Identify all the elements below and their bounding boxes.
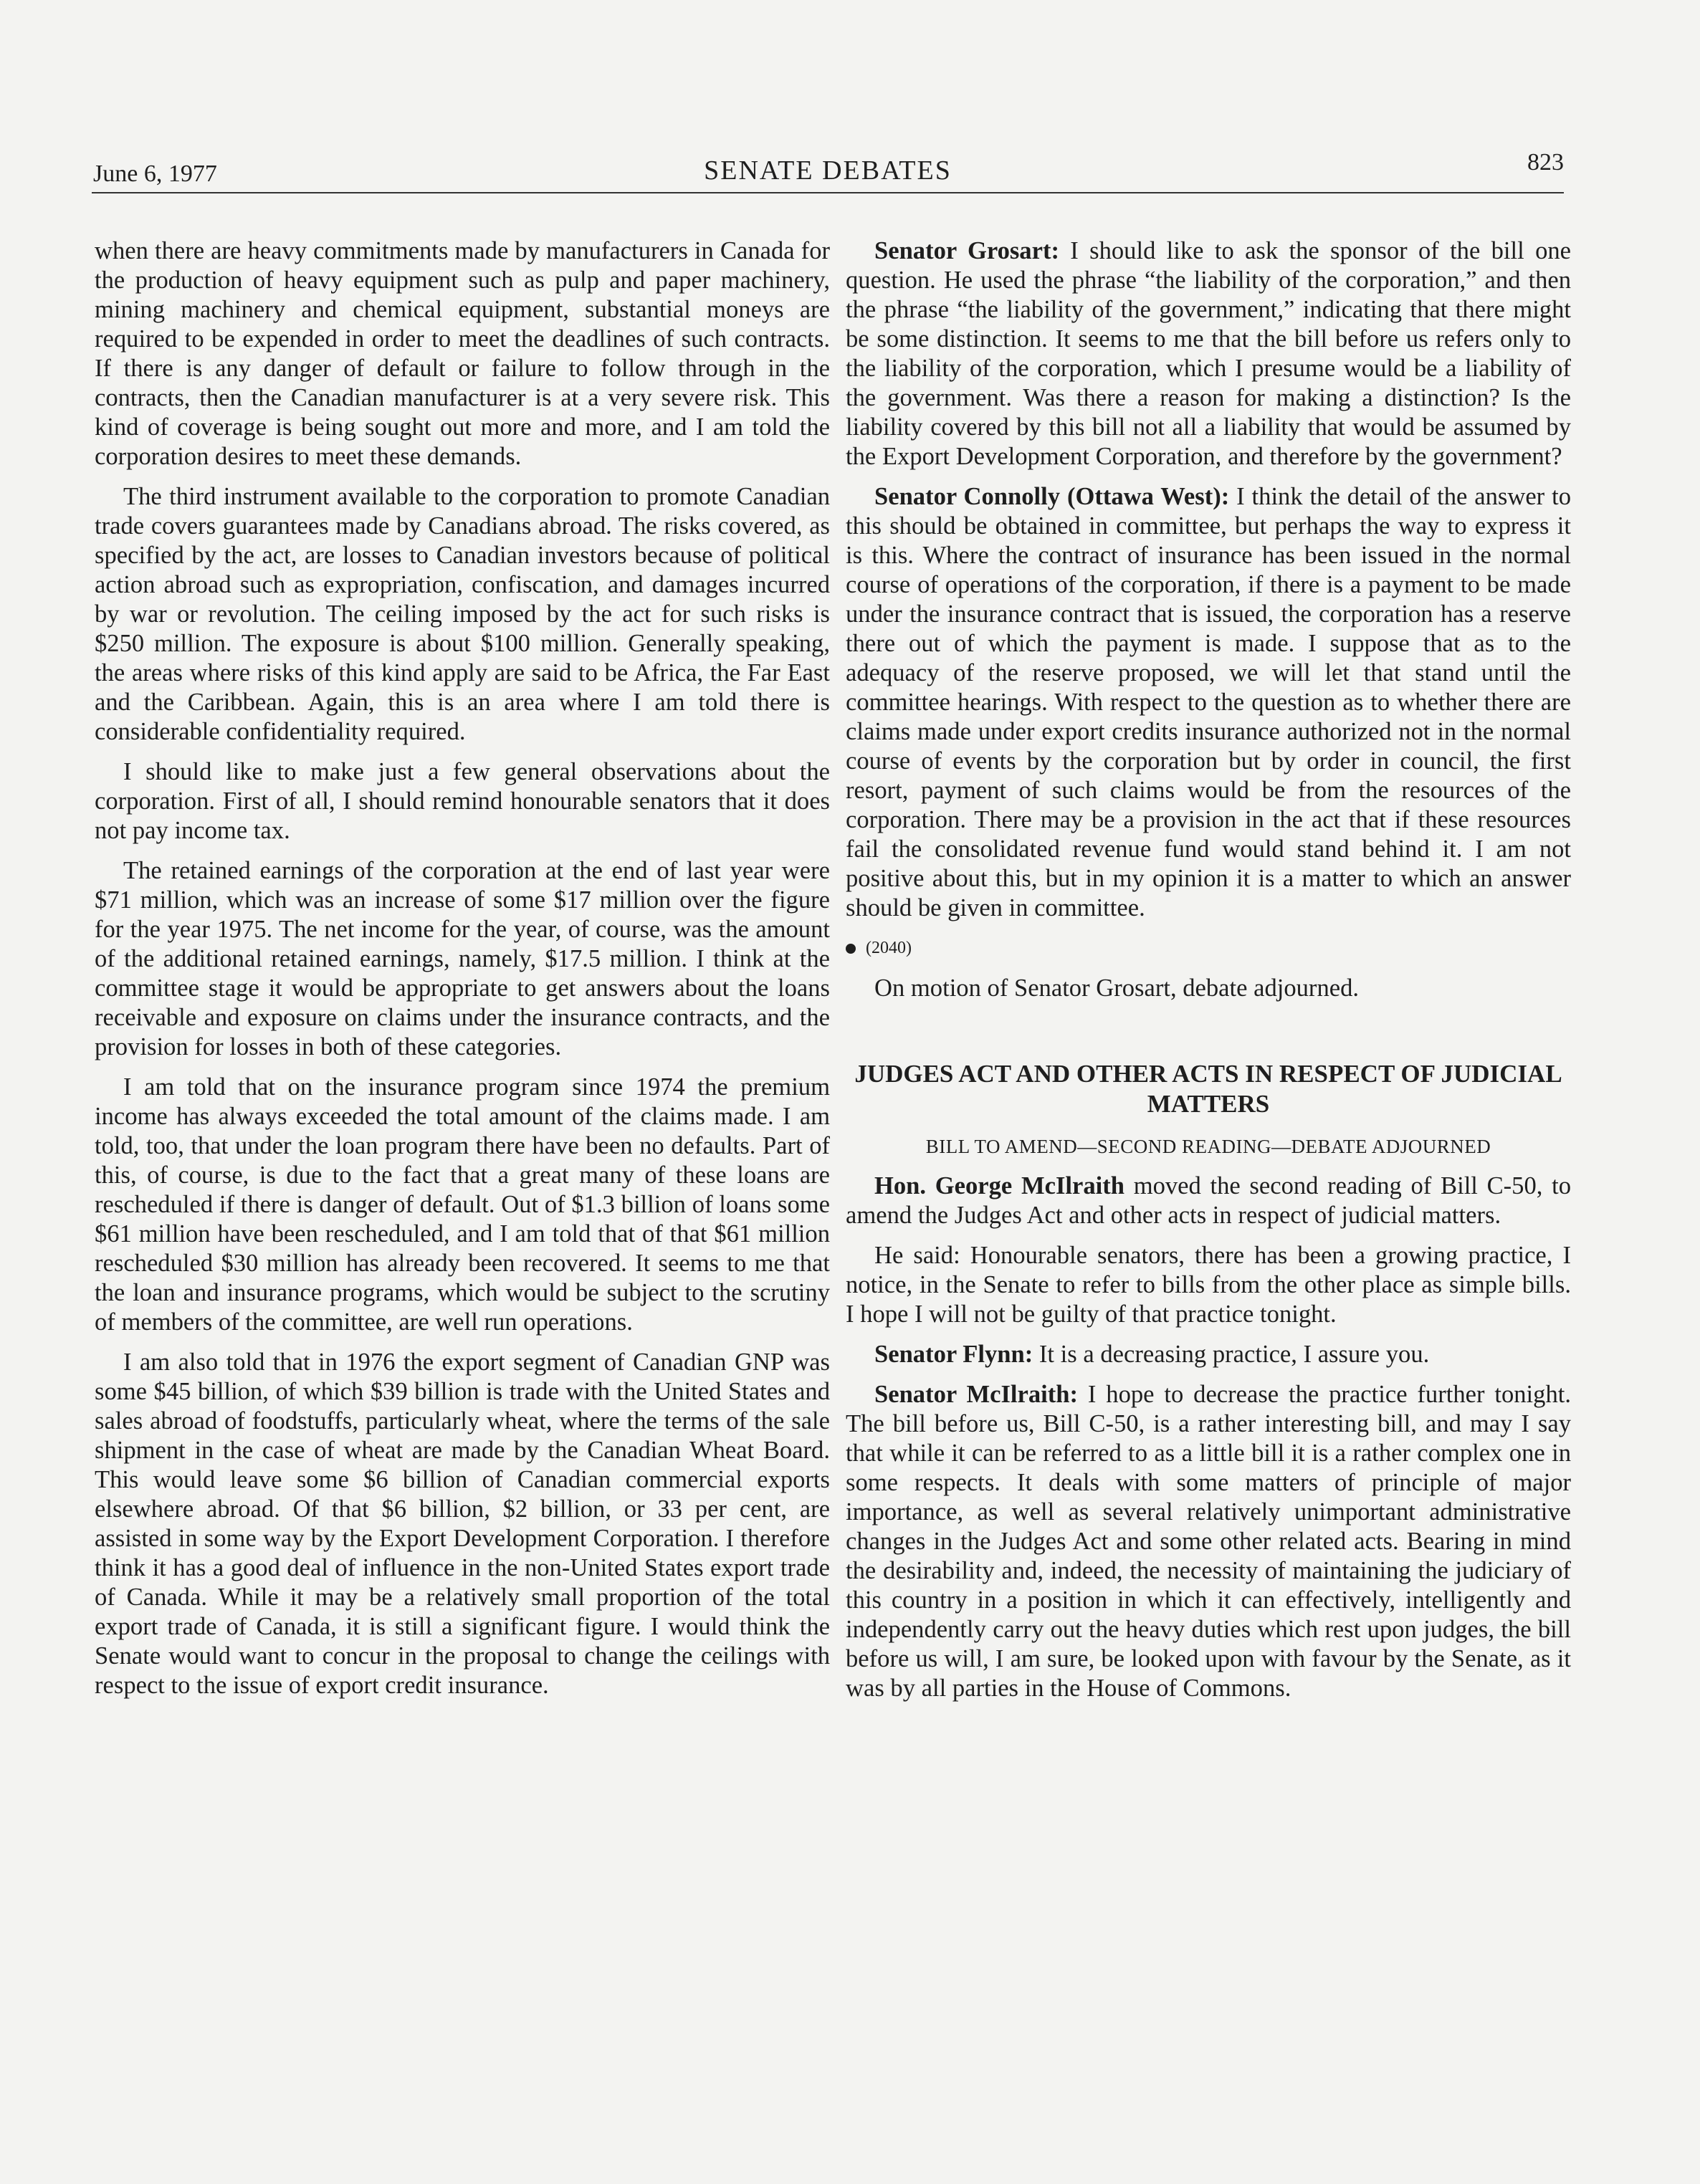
bullet-icon xyxy=(846,944,856,954)
page-header xyxy=(92,148,1564,193)
time-marker xyxy=(846,934,1571,963)
speech-text: I should like to ask the sponsor of the bill one question. He used the phrase “the liability of the corporation,” and then the phrase “the liability of the government,” indicating that there might be some distinction. It seems to me that the bill before us refers only to the liability of the corporation, which I presume would be a liability of the government. Was there a reason for making a distinction? Is the liability covered by this bill not all a liability that would be assumed by the Export Development Corporation, and therefore by the government? xyxy=(846,237,1571,470)
right-column xyxy=(846,236,1571,1714)
speaker-name: Senator McIlraith: xyxy=(874,1381,1079,1408)
speech-mcilraith-motion xyxy=(846,1172,1571,1230)
speech-text: It is a decreasing practice, I assure you. xyxy=(1033,1341,1430,1368)
speaker-name: Senator Connolly (Ottawa West): xyxy=(874,483,1230,510)
speech-text: moved the second reading of Bill C-50, to amend the Judges Act and other acts in respect of judicial matters. xyxy=(846,1172,1571,1229)
speech-text: I think the detail of the answer to this should be obtained in committee, but perhaps the way to express it is this. Where the contract of insurance has been issued in the normal course of operations of the corporation, if there is a payment to be made under the insurance contract that is issued, the corporation has a reserve there out of which the payment is made. I suppose that as to the adequacy of the reserve proposed, we will let that stand until the committee hearings. With respect to the question as to whether there are claims made under export credits insurance authorized not in the normal course of events by the corporation but by order in council, the first resort, payment of such claims would be from the resources of the corporation. There may be a provision in the act that if these resources fail the consolidated revenue fund would stand behind it. I am not positive about this, but in my opinion it is a matter to which an answer should be given in committee. xyxy=(846,483,1571,921)
speech-flynn xyxy=(846,1340,1571,1369)
speech-mcilraith xyxy=(846,1380,1571,1703)
speaker-name: Hon. George McIlraith xyxy=(874,1172,1124,1199)
paragraph: The third instrument available to the corporation to promote Canadian trade covers guarantees made by Canadians abroad. The risks covered, as specified by the act, are losses to Canadian investors because of political action abroad such as expropriation, confiscation, and damages incurred by war or revolution. The ceiling imposed by the act for such risks is $250 million. The exposure is about $100 million. Generally speaking, the areas where risks of this kind apply are said to be Africa, the Far East and the Caribbean. Again, this is an area where I am told there is considerable confidentiality required. xyxy=(95,483,830,745)
section-title: JUDGES ACT AND OTHER ACTS IN RESPECT OF JUDICIAL MATTERS xyxy=(854,1060,1562,1118)
speaker-name: Senator Grosart: xyxy=(874,237,1059,264)
paragraph: I am also told that in 1976 the export segment of Canadian GNP was some $45 billion, of which $39 billion is trade with the United States and sales abroad of foodstuffs, particularly wheat, where the terms of the sale shipment in the case of wheat are made by the Canadian Wheat Board. This would leave some $6 billion of Canadian commercial exports elsewhere abroad. Of that $6 billion, $2 billion, or 33 per cent, are assisted in some way by the Export Development Corporation. I therefore think it has a good deal of influence in the non-United States export trade of Canada. While it may be a relatively small proportion of the total export trade of Canada, it is still a significant figure. I would think the Senate would want to concur in the proposal to change the ceilings with respect to the issue of export credit insurance. xyxy=(95,1349,830,1699)
speech-connolly xyxy=(846,482,1571,923)
page-number: 823 xyxy=(1527,149,1564,176)
header-date: June 6, 1977 xyxy=(93,161,217,187)
speech-text: I hope to decrease the practice further tonight. The bill before us, Bill C-50, is a rather interesting bill, and may I say that while it can be referred to as a little bill it is a rather complex one in some respects. It deals with some matters of principle of major importance, as well as several relatively unimportant administrative changes in the Judges Act and some other related acts. Bearing in mind the desirability and, indeed, the necessity of maintaining the judiciary of this country in a position in which it can effectively, intelligently and independently carry out the heavy duties which rest upon judges, the bill before us will, I am sure, be looked upon with favour by the Senate, as it was by all parties in the House of Commons. xyxy=(846,1381,1571,1702)
left-column xyxy=(95,236,830,1711)
motion-text: On motion of Senator Grosart, debate adjourned. xyxy=(874,974,1360,1002)
paragraph: The retained earnings of the corporation at the end of last year were $71 million, which was an increase of some $17 million over the figure for the year 1975. The net income for the year, of course, was the amount of the additional retained earnings, namely, $17.5 million. I think at the committee stage it would be appropriate to get answers about the loans receivable and exposure on claims under the insurance contracts, and the provision for losses in both of these categories. xyxy=(95,857,830,1060)
time-marker-text: (2040) xyxy=(866,939,912,957)
header-title: SENATE DEBATES xyxy=(704,155,952,186)
paragraph: I am told that on the insurance program since 1974 the premium income has always exceeded the total amount of the claims made. I am told, too, that under the loan program there have been no defaults. Part of this, of course, is due to the fact that a great many of these loans are rescheduled if there is danger of default. Out of $1.3 billion of loans some $61 million have been rescheduled, and I am told that of that $61 million rescheduled $30 million has already been recovered. It seems to me that the loan and insurance programs, which would be subject to the scrutiny of members of the committee, are well run operations. xyxy=(95,1073,830,1336)
section-subtitle: BILL TO AMEND—SECOND READING—DEBATE ADJOURNED xyxy=(925,1136,1491,1157)
paragraph: He said: Honourable senators, there has been a growing practice, I notice, in the Senate to refer to bills from the other place as simple bills. I hope I will not be guilty of that practice tonight. xyxy=(846,1242,1571,1328)
paragraph: when there are heavy commitments made by manufacturers in Canada for the production of heavy equipment such as pulp and paper machinery, mining machinery and chemical equipment, substantial moneys are required to be expended in order to meet the deadlines of such contracts. If there is any danger of default or failure to follow through in the contracts, then the Canadian manufacturer is at a very severe risk. This kind of coverage is being sought out more and more, and I am told the corporation desires to meet these demands. xyxy=(95,237,830,470)
paragraph: I should like to make just a few general observations about the corporation. First of all, I should remind honourable senators that it does not pay income tax. xyxy=(95,758,830,844)
speech-grosart xyxy=(846,236,1571,471)
speaker-name: Senator Flynn: xyxy=(874,1341,1033,1368)
